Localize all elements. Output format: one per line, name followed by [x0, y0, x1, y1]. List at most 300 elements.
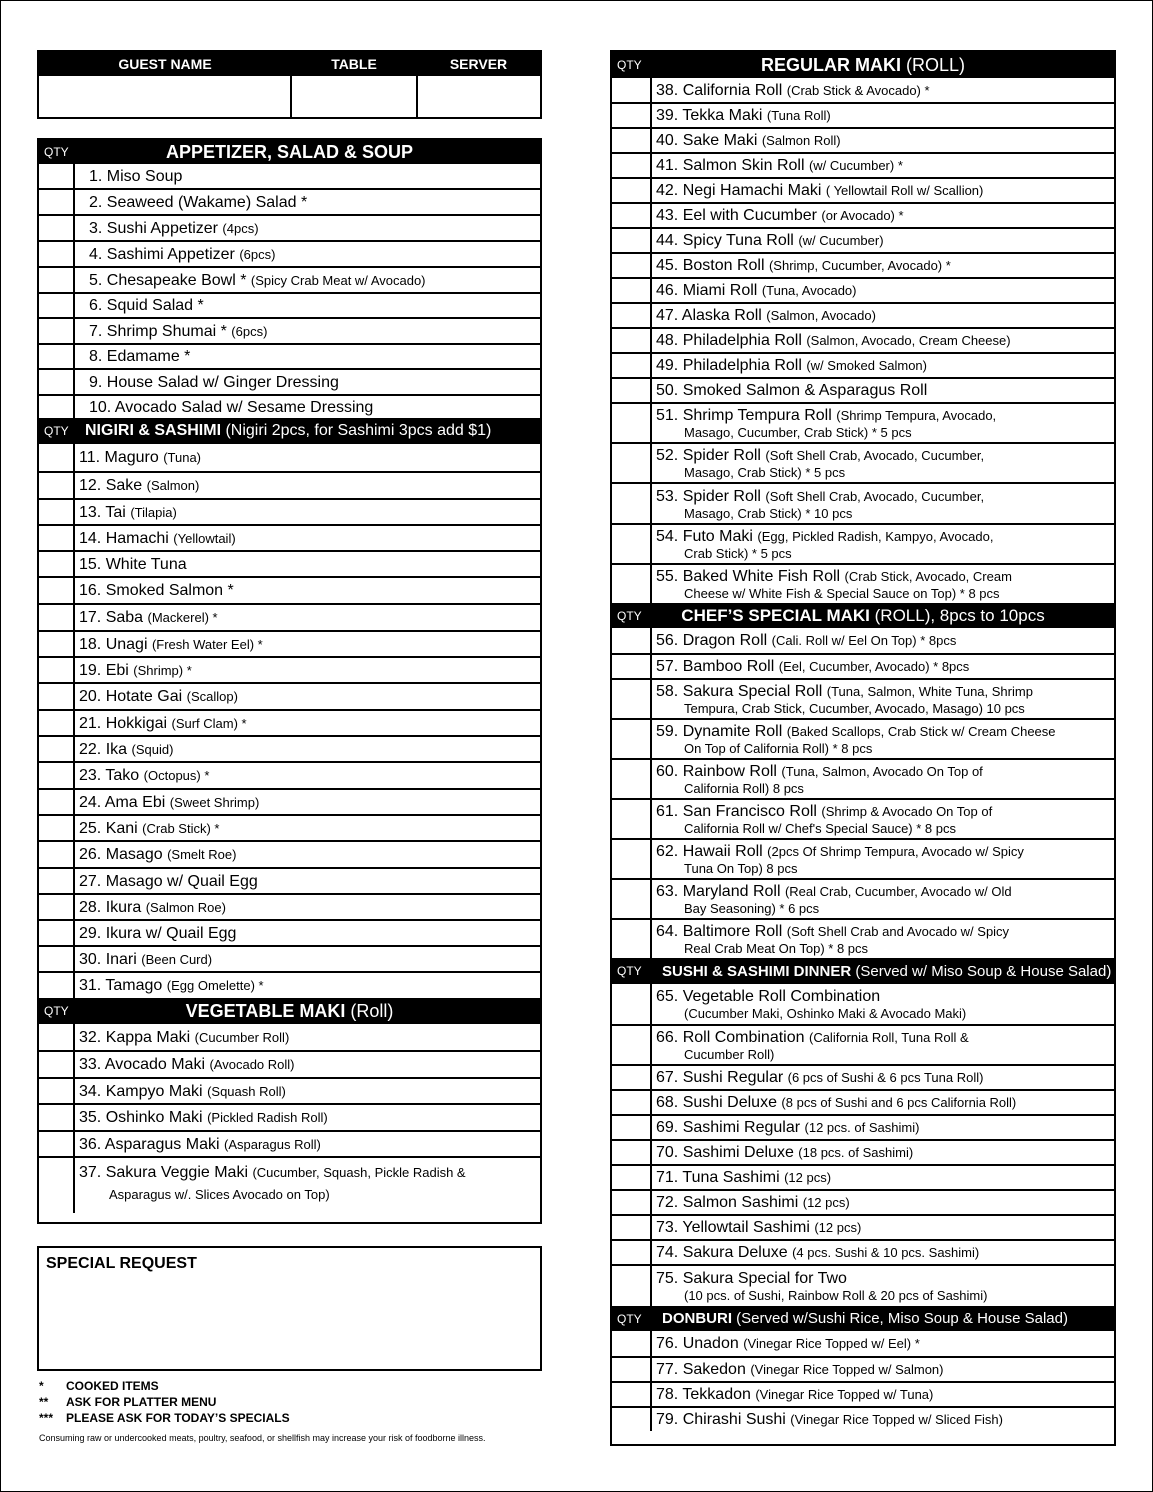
qty-cell[interactable] [39, 444, 75, 471]
section-title [75, 422, 491, 440]
item-cell [652, 920, 1114, 958]
qty-cell[interactable] [612, 279, 652, 302]
menu-item-row [612, 402, 1114, 442]
qty-cell[interactable] [39, 345, 75, 368]
item-name: 51. Shrimp Tempura Roll [656, 407, 832, 424]
server-field[interactable] [418, 76, 540, 117]
menu-item-row [39, 656, 540, 682]
qty-cell[interactable] [39, 268, 75, 292]
qty-cell[interactable] [39, 1079, 75, 1103]
item-name: 41. Salmon Skin Roll [656, 157, 805, 174]
qty-label: QTY [617, 964, 642, 978]
qty-cell[interactable] [612, 1216, 652, 1239]
menu-item-row [39, 317, 540, 343]
item-name: 4. Sashimi Appetizer [89, 245, 235, 263]
qty-cell[interactable] [612, 354, 652, 377]
menu-item-row [612, 482, 1114, 523]
item-desc: (Mackerel) * [147, 610, 218, 625]
menu-item-row [612, 352, 1114, 377]
item-cell [75, 1132, 540, 1156]
menu-item-row [612, 1214, 1114, 1239]
item-name: 63. Maryland Roll [656, 883, 781, 900]
item-name: 40. Sake Maki [656, 132, 758, 149]
menu-item-row [39, 394, 540, 418]
menu-item-row [39, 1130, 540, 1156]
section-note: (ROLL), 8pcs to 10pcs [874, 605, 1045, 625]
item-cell [652, 1331, 1114, 1356]
menu-item-row [39, 761, 540, 788]
item-desc: (Avocado Roll) [209, 1057, 295, 1072]
item-cell [75, 500, 540, 524]
item-cell [652, 1166, 1114, 1189]
section-header-vegetable [39, 998, 540, 1024]
item-cell [652, 354, 1114, 377]
qty-cell[interactable] [39, 763, 75, 788]
section-title-text: DONBURI [662, 1310, 732, 1327]
item-desc-cont: Cucumber Roll) [684, 1047, 775, 1062]
section-header-nigiri [39, 418, 540, 444]
qty-cell[interactable] [39, 684, 75, 709]
qty-cell[interactable] [612, 720, 652, 758]
qty-cell[interactable] [612, 1166, 652, 1189]
item-name: 64. Baltimore Roll [656, 923, 783, 940]
menu-item-row [39, 814, 540, 840]
item-desc-cont: Tuna On Top) 8 pcs [684, 861, 798, 876]
item-desc: (6pcs) [231, 323, 268, 339]
qty-cell[interactable] [612, 920, 652, 958]
qty-cell[interactable] [612, 1358, 652, 1381]
item-name: 16. Smoked Salmon * [79, 582, 234, 599]
item-desc-cont: Asparagus w/. Slices Avocado on Top) [109, 1187, 330, 1202]
item-name: 69. Sashimi Regular [656, 1119, 801, 1136]
qty-label: QTY [44, 1004, 69, 1018]
qty-cell[interactable] [612, 525, 652, 563]
qty-cell[interactable] [39, 711, 75, 735]
item-name: 34. Kampyo Maki [79, 1082, 203, 1100]
item-desc: (Cali. Roll w/ Eel On Top) * 8pcs [771, 633, 957, 648]
menu-item-row [612, 628, 1114, 653]
item-name: 37. Sakura Veggie Maki [79, 1164, 248, 1181]
qty-cell[interactable] [39, 658, 75, 682]
item-name: 25. Kani [79, 819, 138, 837]
item-cell [75, 164, 540, 188]
section-title-text: APPETIZER, SALAD & SOUP [165, 141, 414, 162]
item-cell [652, 840, 1114, 878]
item-desc: (Salmon) [146, 478, 200, 493]
qty-cell[interactable] [612, 379, 652, 402]
qty-cell[interactable] [612, 154, 652, 177]
qty-cell[interactable] [612, 760, 652, 798]
menu-item-row [612, 563, 1114, 603]
note-symbol: * [39, 1379, 44, 1393]
menu-item-row [612, 1024, 1114, 1064]
item-desc: (California Roll, Tuna Roll & [808, 1030, 969, 1045]
item-name: 36. Asparagus Maki [79, 1135, 220, 1153]
item-desc: (Smelt Roe) [167, 847, 237, 862]
qty-cell[interactable] [39, 605, 75, 630]
qty-cell[interactable] [39, 895, 75, 919]
qty-cell[interactable] [39, 632, 75, 656]
menu-item-row [39, 1103, 540, 1130]
section-header-dinner [612, 958, 1114, 984]
menu-item-row [612, 202, 1114, 227]
item-cell [652, 78, 1114, 102]
item-name: 19. Ebi [79, 661, 129, 679]
item-cell [652, 800, 1114, 838]
item-desc: (Egg Omelette) * [166, 978, 264, 993]
qty-cell[interactable] [39, 370, 75, 394]
item-name: 48. Philadelphia Roll [656, 332, 802, 349]
qty-cell[interactable] [612, 254, 652, 277]
section-title-text: SUSHI & SASHIMI DINNER [662, 962, 852, 980]
item-cell [652, 179, 1114, 202]
guest-form [37, 50, 542, 119]
qty-cell[interactable] [612, 78, 652, 102]
item-desc-cont: Cheese w/ White Fish & Special Sauce on Top) * 8 pcs [684, 586, 1000, 601]
menu-item-row [612, 377, 1114, 402]
item-cell [652, 1191, 1114, 1214]
qty-cell[interactable] [612, 104, 652, 127]
menu-item-row [39, 603, 540, 630]
qty-cell[interactable] [39, 737, 75, 761]
item-name: 55. Baked White Fish Roll [656, 568, 841, 585]
item-cell [75, 684, 540, 709]
item-name: 73. Yellowtail Sashimi [656, 1219, 810, 1236]
item-cell [652, 1358, 1114, 1381]
item-cell [75, 816, 540, 840]
qty-cell[interactable] [612, 484, 652, 523]
qty-cell[interactable] [612, 565, 652, 603]
item-name: 54. Futo Maki [656, 528, 753, 545]
item-cell [75, 216, 540, 240]
menu-item-row [612, 798, 1114, 838]
section-note: (Served w/ Miso Soup & House Salad) [855, 962, 1112, 980]
qty-cell[interactable] [39, 1105, 75, 1130]
qty-cell[interactable] [39, 947, 75, 971]
item-desc: (Cucumber Roll) [194, 1029, 290, 1045]
section-note: (Served w/Sushi Rice, Miso Soup & House Salad) [736, 1310, 1068, 1327]
qty-cell[interactable] [612, 329, 652, 352]
item-name: 2. Seaweed (Wakame) Salad * [89, 193, 308, 211]
item-desc-cont: (10 pcs. of Sushi, Rainbow Roll & 20 pcs of Sashimi) [684, 1288, 988, 1303]
qty-cell[interactable] [612, 1408, 652, 1431]
item-name: 30. Inari [79, 950, 137, 968]
qty-cell[interactable] [39, 1024, 75, 1050]
qty-cell[interactable] [39, 473, 75, 498]
item-name: 27. Masago w/ Quail Egg [79, 872, 258, 890]
item-name: 18. Unagi [79, 635, 148, 653]
item-name: 43. Eel with Cucumber [656, 207, 817, 224]
table-field[interactable] [292, 76, 418, 117]
qty-cell[interactable] [39, 869, 75, 893]
item-cell [75, 1079, 540, 1103]
qty-cell[interactable] [612, 304, 652, 327]
menu-item-row [612, 327, 1114, 352]
menu-item-row [39, 214, 540, 240]
menu-item-row [612, 678, 1114, 718]
qty-cell[interactable] [612, 800, 652, 838]
qty-cell[interactable] [39, 319, 75, 343]
right-menu-column [610, 50, 1116, 1446]
menu-item-row [612, 1089, 1114, 1114]
item-name: 33. Avocado Maki [79, 1056, 206, 1073]
qty-cell[interactable] [39, 816, 75, 840]
item-desc: (Tuna) [163, 450, 202, 465]
item-cell [75, 869, 540, 893]
item-name: 77. Sakedon [656, 1361, 746, 1378]
qty-cell[interactable] [39, 842, 75, 867]
qty-cell[interactable] [39, 1132, 75, 1156]
note-text: ASK FOR PLATTER MENU [66, 1395, 217, 1409]
item-desc: (Cucumber, Squash, Pickle Radish & [252, 1165, 466, 1180]
qty-cell[interactable] [39, 164, 75, 188]
item-desc: (Crab Stick & Avocado) * [786, 82, 930, 98]
item-cell [75, 658, 540, 682]
item-cell [652, 525, 1114, 563]
qty-cell[interactable] [612, 1383, 652, 1406]
menu-item-row [39, 368, 540, 394]
item-desc: (Tuna, Salmon, Avocado On Top of [781, 764, 983, 779]
item-cell [75, 973, 540, 998]
menu-item-row [612, 758, 1114, 798]
item-desc: (4 pcs. Sushi & 10 pcs. Sashimi) [792, 1245, 980, 1260]
item-name: 20. Hotate Gai [79, 688, 183, 705]
item-cell [75, 842, 540, 867]
item-name: 1. Miso Soup [89, 167, 183, 185]
qty-cell[interactable] [612, 984, 652, 1024]
item-desc: (4pcs) [222, 220, 259, 236]
item-cell [75, 268, 540, 292]
menu-item-row [612, 1406, 1114, 1431]
qty-cell[interactable] [39, 526, 75, 550]
item-cell [652, 1266, 1114, 1306]
item-name: 15. White Tuna [79, 555, 187, 573]
menu-item-row [39, 524, 540, 550]
item-name: 5. Chesapeake Bowl * [89, 271, 247, 289]
item-name: 10. Avocado Salad w/ Sesame Dressing [89, 398, 374, 416]
item-cell [652, 1116, 1114, 1139]
qty-cell[interactable] [612, 1141, 652, 1164]
section-header-regular [612, 52, 1114, 78]
qty-cell[interactable] [612, 1241, 652, 1264]
item-desc: (Salmon, Avocado) [766, 308, 876, 323]
item-cell [652, 628, 1114, 653]
item-desc: (Salmon Roll) [761, 133, 841, 148]
qty-cell[interactable] [612, 680, 652, 718]
item-name: 42. Negi Hamachi Maki [656, 182, 822, 199]
item-cell [652, 1383, 1114, 1406]
menu-item-row [39, 840, 540, 867]
item-name: 17. Saba [79, 609, 144, 626]
item-cell [652, 104, 1114, 127]
menu-item-row [39, 1050, 540, 1077]
menu-item-row [612, 152, 1114, 177]
item-name: 56. Dragon Roll [656, 632, 768, 649]
item-desc: (Tilapia) [130, 504, 177, 520]
qty-cell[interactable] [612, 1331, 652, 1356]
item-desc: (Tuna, Salmon, White Tuna, Shrimp [826, 684, 1033, 699]
item-name: 22. Ika [79, 740, 128, 758]
item-desc: (Fresh Water Eel) * [151, 636, 263, 652]
item-desc: (Shrimp) * [133, 662, 192, 678]
qty-cell[interactable] [39, 790, 75, 814]
qty-cell[interactable] [39, 500, 75, 524]
item-cell [75, 242, 540, 266]
section-title-text: VEGETABLE MAKI [185, 1000, 346, 1021]
note-symbol: *** [39, 1411, 54, 1425]
item-cell [652, 1408, 1114, 1431]
qty-cell[interactable] [612, 404, 652, 442]
item-cell [652, 204, 1114, 227]
item-name: 6. Squid Salad * [89, 297, 204, 314]
item-cell [652, 379, 1114, 402]
item-desc: (Shrimp, Cucumber, Avocado) * [768, 258, 951, 273]
item-desc: (Tuna Roll) [766, 108, 831, 123]
section-title-text: REGULAR MAKI [760, 54, 901, 75]
qty-cell[interactable] [39, 1158, 75, 1213]
item-cell [652, 254, 1114, 277]
qty-cell[interactable] [612, 1026, 652, 1064]
item-cell [652, 760, 1114, 798]
item-cell [75, 526, 540, 550]
item-desc: (18 pcs. of Sashimi) [798, 1145, 914, 1160]
item-cell [652, 154, 1114, 177]
item-cell [652, 1091, 1114, 1114]
guest-form-header [39, 52, 540, 76]
item-desc: (12 pcs) [784, 1170, 832, 1185]
item-desc: (w/ Cucumber) * [808, 158, 903, 173]
item-cell [652, 329, 1114, 352]
item-name: 75. Sakura Special for Two [656, 1270, 847, 1287]
item-name: 71. Tuna Sashimi [656, 1169, 780, 1186]
qty-cell[interactable] [612, 229, 652, 252]
item-name: 12. Sake [79, 477, 143, 494]
item-name: 70. Sashimi Deluxe [656, 1144, 794, 1161]
item-desc-cont: California Roll) 8 pcs [684, 781, 804, 796]
menu-item-row [39, 266, 540, 292]
qty-cell[interactable] [612, 1091, 652, 1114]
item-cell [75, 711, 540, 735]
item-desc: (Baked Scallops, Crab Stick w/ Cream Cheese [786, 724, 1056, 739]
menu-item-row [612, 653, 1114, 678]
item-desc: (Shrimp & Avocado On Top of [821, 804, 993, 819]
item-cell [652, 984, 1114, 1024]
item-desc: (Salmon Roe) [145, 899, 226, 915]
qty-cell[interactable] [612, 655, 652, 678]
item-desc: (8 pcs of Sushi and 6 pcs California Roll) [781, 1095, 1017, 1110]
qty-cell[interactable] [39, 242, 75, 266]
menu-item-row [39, 630, 540, 656]
qty-cell[interactable] [612, 129, 652, 152]
menu-item-row [39, 550, 540, 576]
item-name: 76. Unadon [656, 1335, 739, 1352]
item-cell [652, 655, 1114, 678]
item-desc: (6 pcs of Sushi & 6 pcs Tuna Roll) [787, 1070, 984, 1085]
qty-cell[interactable] [39, 921, 75, 945]
qty-cell[interactable] [612, 840, 652, 878]
item-desc: (or Avocado) * [821, 208, 904, 223]
section-note: (ROLL) [906, 54, 966, 75]
item-name: 74. Sakura Deluxe [656, 1244, 788, 1261]
item-cell [75, 605, 540, 630]
item-desc: (Vinegar Rice Topped w/ Eel) * [743, 1336, 920, 1351]
item-desc-cont: Crab Stick) * 5 pcs [684, 546, 792, 561]
item-desc: (Soft Shell Crab and Avocado w/ Spicy [786, 924, 1010, 939]
item-cell [75, 1105, 540, 1130]
menu-item-row [612, 918, 1114, 958]
qty-cell[interactable] [39, 578, 75, 603]
item-desc: (Asparagus Roll) [223, 1136, 321, 1152]
item-desc: ( Yellowtail Roll w/ Scallion) [825, 183, 984, 198]
menu-item-row [39, 893, 540, 919]
qty-label: QTY [44, 424, 69, 438]
item-cell [75, 632, 540, 656]
menu-item-row [612, 878, 1114, 918]
item-desc-cont: Masago, Cucumber, Crab Stick) * 5 pcs [684, 425, 912, 440]
section-title [652, 606, 1074, 626]
section-title-text: CHEF’S SPECIAL MAKI [681, 605, 870, 625]
item-desc: (Real Crab, Cucumber, Avocado w/ Old [784, 884, 1012, 899]
item-name: 11. Maguro [79, 449, 159, 466]
disclaimer: Consuming raw or undercooked meats, poultry, seafood, or shellfish may increase your risk of foodborne illness. [39, 1433, 486, 1443]
menu-item-row [39, 471, 540, 498]
item-cell [652, 129, 1114, 152]
item-desc: (Crab Stick) * [142, 820, 220, 836]
section-title [652, 1310, 1068, 1327]
qty-label: QTY [617, 58, 642, 72]
item-desc: (Vinegar Rice Topped w/ Salmon) [750, 1362, 944, 1377]
item-cell [652, 404, 1114, 442]
item-desc: (Scallop) [186, 689, 238, 704]
guest-name-field[interactable] [39, 76, 292, 117]
item-cell [652, 680, 1114, 718]
item-name: 7. Shrimp Shumai * [89, 322, 227, 340]
menu-item-row [612, 252, 1114, 277]
menu-item-row [39, 240, 540, 266]
qty-cell[interactable] [612, 444, 652, 482]
item-desc: (6pcs) [239, 246, 276, 262]
qty-cell[interactable] [612, 1116, 652, 1139]
qty-cell[interactable] [39, 216, 75, 240]
item-cell [75, 737, 540, 761]
qty-cell[interactable] [612, 1266, 652, 1306]
qty-cell[interactable] [39, 973, 75, 998]
qty-cell[interactable] [39, 552, 75, 576]
special-request-box[interactable] [37, 1246, 542, 1371]
qty-cell[interactable] [39, 190, 75, 214]
qty-cell[interactable] [39, 294, 75, 317]
item-desc: (Soft Shell Crab, Avocado, Cucumber, [765, 448, 985, 463]
qty-cell[interactable] [612, 204, 652, 227]
qty-cell[interactable] [39, 396, 75, 418]
menu-item-row [612, 227, 1114, 252]
item-cell [652, 484, 1114, 523]
qty-cell[interactable] [612, 628, 652, 653]
item-cell [652, 304, 1114, 327]
item-desc: (Been Curd) [141, 951, 213, 967]
item-desc: (Surf Clam) * [171, 715, 247, 731]
qty-cell[interactable] [39, 1052, 75, 1077]
menu-item-row [39, 1156, 540, 1213]
qty-cell[interactable] [612, 880, 652, 918]
qty-cell[interactable] [612, 1191, 652, 1214]
qty-cell[interactable] [612, 1066, 652, 1089]
menu-item-row [39, 945, 540, 971]
qty-cell[interactable] [612, 179, 652, 202]
left-menu-column [37, 138, 542, 1224]
item-desc-cont: Masago, Crab Stick) * 10 pcs [684, 505, 853, 521]
item-cell [652, 1026, 1114, 1064]
